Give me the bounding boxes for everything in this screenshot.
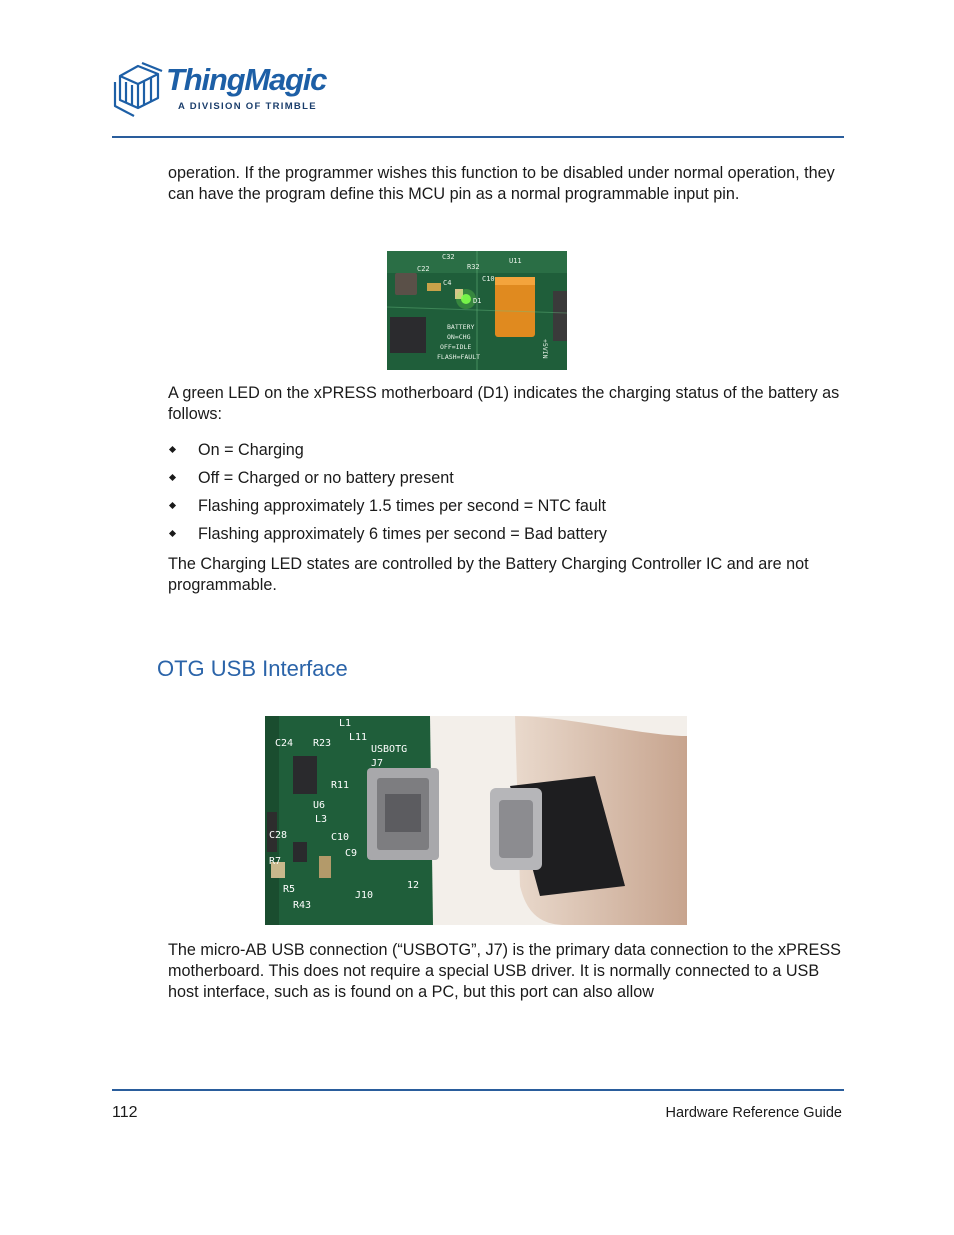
silk-label: R5 <box>283 884 296 895</box>
silk-label: BATTERY <box>447 323 475 331</box>
list-item <box>168 468 848 496</box>
resistor <box>427 283 441 291</box>
silk-label: R7 <box>269 856 282 867</box>
silk-label: U6 <box>313 800 326 811</box>
silk-label: C24 <box>275 738 294 749</box>
brand-name: ThingMagic <box>166 62 327 97</box>
silk-label: C9 <box>345 848 358 859</box>
charging-status-list <box>168 440 848 552</box>
diamond-bullet-icon <box>169 530 176 537</box>
silk-label: L1 <box>339 718 352 729</box>
list-item-text: Flashing approximately 1.5 times per second = NTC fault <box>198 497 607 515</box>
header-rule <box>112 136 844 138</box>
silk-label: D1 <box>473 297 482 305</box>
list-item <box>168 496 848 524</box>
diamond-bullet-icon <box>169 502 176 509</box>
usb-otg-photo <box>265 716 687 925</box>
list-item <box>168 524 848 552</box>
silk-label: USBOTG <box>371 744 408 755</box>
tantalum-capacitor <box>495 277 535 337</box>
silk-label: L11 <box>349 732 368 743</box>
silk-label: C22 <box>417 265 430 273</box>
silk-label: +5VIN <box>541 339 549 359</box>
brand-tagline: A DIVISION OF TRIMBLE <box>178 101 317 112</box>
silk-label: ON=CHG <box>447 333 471 341</box>
list-item-text: Flashing approximately 6 times per second = Bad battery <box>198 525 607 543</box>
silk-label: L3 <box>315 814 328 825</box>
silk-label: R11 <box>331 780 350 791</box>
ic-chip <box>293 756 317 794</box>
silk-label: C32 <box>442 253 455 261</box>
thingmagic-logo <box>112 58 342 126</box>
diamond-bullet-icon <box>169 474 176 481</box>
silk-label: C28 <box>269 830 288 841</box>
diamond-bullet-icon <box>169 446 176 453</box>
silk-label: J7 <box>371 758 384 769</box>
silk-label: C4 <box>443 279 452 287</box>
silk-label: 12 <box>407 880 420 891</box>
silk-label: FLASH=FAULT <box>437 353 481 361</box>
footer-rule <box>112 1089 844 1091</box>
silk-label: R43 <box>293 900 312 911</box>
charging-note: The Charging LED states are controlled by the Battery Charging Controller IC and are not programmable. <box>168 555 809 594</box>
capacitor <box>395 273 417 295</box>
ic-chip <box>390 317 426 353</box>
list-item-text: Off = Charged or no battery present <box>198 469 454 487</box>
silk-label: C10 <box>482 275 495 283</box>
silk-label: OFF=IDLE <box>440 343 472 351</box>
page-number: 112 <box>112 1104 138 1121</box>
silk-label: C10 <box>331 832 350 843</box>
intro-paragraph: operation. If the programmer wishes this function to be disabled under normal operation, they can have the program define this MCU pin as a normal programmable input pin. <box>168 164 835 203</box>
usb-paragraph: The micro-AB USB connection (“USBOTG”, J7) is the primary data connection to the xPRESS motherboard. This does not require a special USB driver. It is normally connected to a USB host interface, such as is found on a PC, but this port can also allow <box>168 941 841 1001</box>
document-title: Hardware Reference Guide <box>665 1105 842 1121</box>
silk-label: U11 <box>509 257 522 265</box>
silk-label: J10 <box>355 890 374 901</box>
cube-logo-icon <box>112 62 166 120</box>
list-item-text: On = Charging <box>198 441 304 459</box>
list-item <box>168 440 848 468</box>
section-heading: OTG USB Interface <box>157 656 348 681</box>
silk-label: R23 <box>313 738 332 749</box>
led-paragraph: A green LED on the xPRESS motherboard (D1) indicates the charging status of the battery as follows: <box>168 384 840 423</box>
led-board-photo <box>387 251 567 370</box>
silk-label: R32 <box>467 263 480 271</box>
